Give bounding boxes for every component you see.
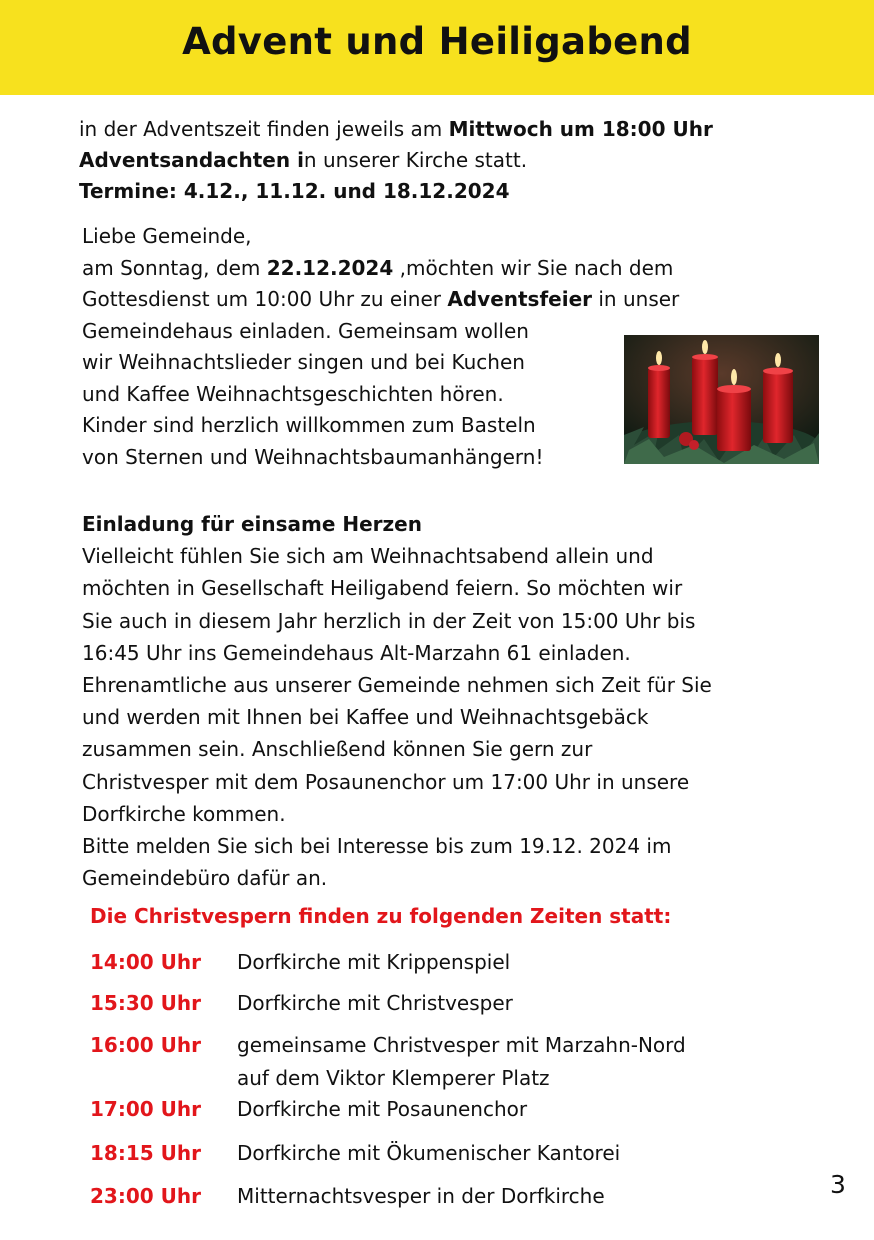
text-line: 16:45 Uhr ins Gemeindehaus Alt-Marzahn 61 einladen. xyxy=(82,640,631,665)
intro-dates: Termine: 4.12., 11.12. und 18.12.2024 xyxy=(79,179,510,203)
text-line: Ehrenamtliche aus unserer Gemeinde nehmen sich Zeit für Sie xyxy=(82,673,712,698)
schedule-time: 17:00 Uhr xyxy=(90,1097,201,1121)
schedule-description: auf dem Viktor Klemperer Platz xyxy=(237,1066,550,1090)
feier-line-6: und Kaffee Weihnachtsgeschichten hören. xyxy=(82,381,504,406)
schedule-description: Dorfkirche mit Krippenspiel xyxy=(237,950,511,974)
lonely-hearts-heading: Einladung für einsame Herzen xyxy=(82,512,422,536)
text-line: möchten in Gesellschaft Heiligabend feiern. So möchten wir xyxy=(82,576,683,601)
title-banner xyxy=(0,0,874,95)
text-line: Bitte melden Sie sich bei Interesse bis zum 19.12. 2024 im xyxy=(82,834,672,859)
text-line: Sie auch in diesem Jahr herzlich in der Zeit von 15:00 Uhr bis xyxy=(82,608,696,633)
schedule-heading: Die Christvespern finden zu folgenden Zeiten statt: xyxy=(90,904,672,928)
schedule-description: gemeinsame Christvesper mit Marzahn-Nord xyxy=(237,1033,686,1057)
schedule-description: Dorfkirche mit Christvesper xyxy=(237,991,513,1015)
schedule-description: Mitternachtsvesper in der Dorfkirche xyxy=(237,1184,605,1208)
schedule-time: 16:00 Uhr xyxy=(90,1033,201,1057)
lonely-hearts-invitation xyxy=(82,508,842,894)
text-line: und werden mit Ihnen bei Kaffee und Weihnachtsgebäck xyxy=(82,705,649,730)
text-line: zusammen sein. Anschließend können Sie gern zur xyxy=(82,737,593,762)
schedule-time: 18:15 Uhr xyxy=(90,1141,201,1165)
feier-line-5: wir Weihnachtslieder singen und bei Kuchen xyxy=(82,350,525,374)
advent-wreath-illustration xyxy=(624,335,819,464)
text-line: Christvesper mit dem Posaunenchor um 17:00 Uhr in unsere xyxy=(82,769,690,794)
page-number: 3 xyxy=(830,1170,846,1199)
feier-line-8: von Sternen und Weihnachtsbaumanhängern! xyxy=(82,444,544,469)
feier-line-7: Kinder sind herzlich willkommen zum Basteln xyxy=(82,413,536,437)
schedule-time: 23:00 Uhr xyxy=(90,1184,201,1208)
advent-devotions-notice xyxy=(79,114,859,207)
schedule-time: 14:00 Uhr xyxy=(90,950,201,974)
text-line: Vielleicht fühlen Sie sich am Weihnachtsabend allein und xyxy=(82,544,654,569)
text-line: Gemeindebüro dafür an. xyxy=(82,866,328,891)
feier-line-2: am Sonntag, dem 22.12.2024 ,möchten wir Sie nach dem xyxy=(82,255,674,280)
greeting: Liebe Gemeinde, xyxy=(82,224,252,248)
text-line: Dorfkirche kommen. xyxy=(82,801,286,826)
schedule-time: 15:30 Uhr xyxy=(90,991,201,1015)
feier-line-3: Gottesdienst um 10:00 Uhr zu einer Adventsfeier in unser xyxy=(82,287,680,311)
schedule-description: Dorfkirche mit Posaunenchor xyxy=(237,1097,528,1121)
advent-wreath-photo xyxy=(624,335,819,464)
schedule-description: Dorfkirche mit Ökumenischer Kantorei xyxy=(237,1141,621,1165)
feier-line-4: Gemeindehaus einladen. Gemeinsam wollen xyxy=(82,318,529,343)
page-title: Advent und Heiligabend xyxy=(182,20,692,63)
intro-line-2: Adventsandachten in unserer Kirche statt. xyxy=(79,148,528,172)
intro-line-1: in der Adventszeit finden jeweils am Mittwoch um 18:00 Uhr xyxy=(79,117,713,141)
